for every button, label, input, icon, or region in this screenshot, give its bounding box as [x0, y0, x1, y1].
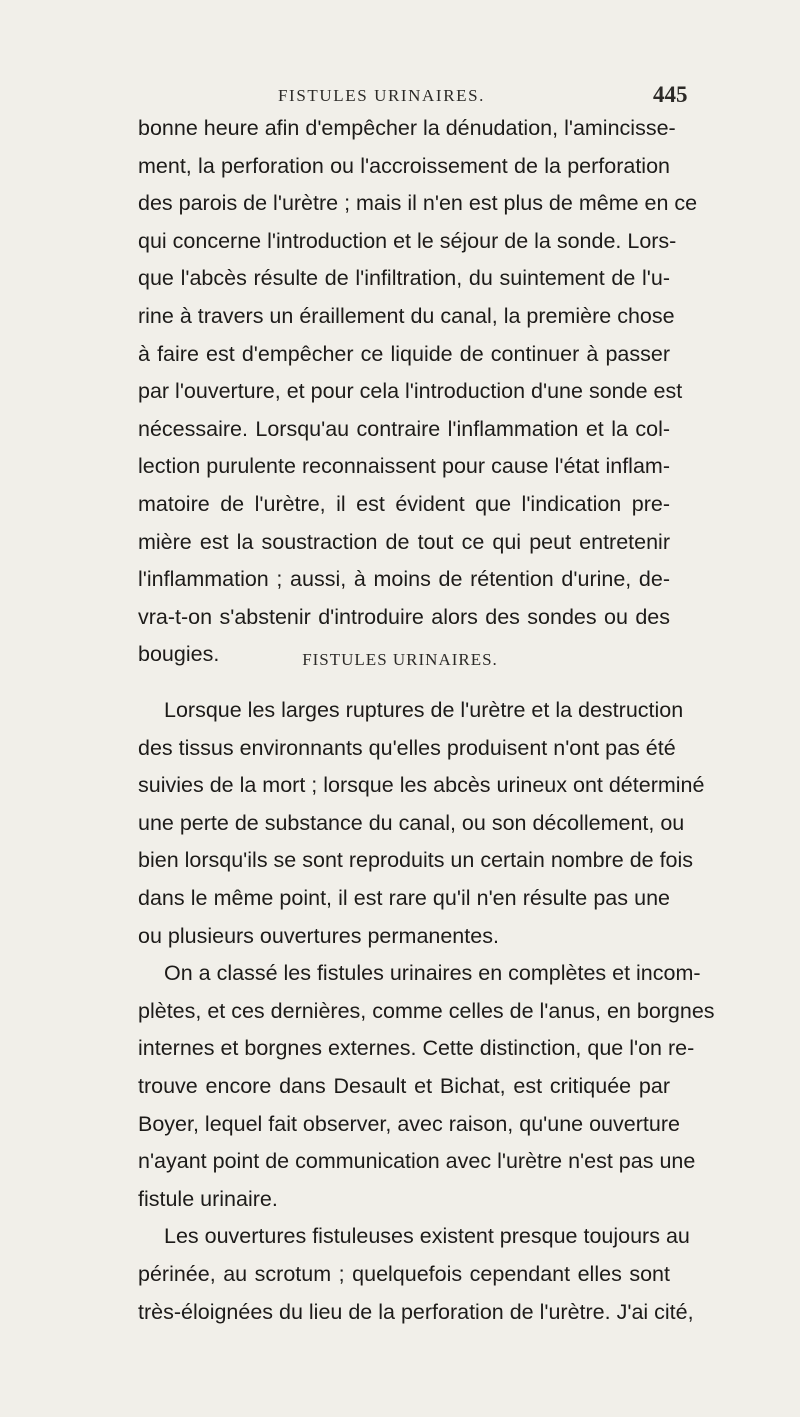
text-line: que l'abcès résulte de l'infiltration, du suintement de l'u-: [138, 266, 670, 291]
text-line: fistule urinaire.: [138, 1186, 278, 1211]
text-line: très-éloignées du lieu de la perforation de l'urètre. J'ai cité,: [138, 1299, 694, 1324]
text-line: Boyer, lequel fait observer, avec raison, qu'une ouverture: [138, 1111, 680, 1136]
text-line: l'inflammation ; aussi, à moins de rétention d'urine, de-: [138, 567, 670, 592]
text-line: une perte de substance du canal, ou son décollement, ou: [138, 810, 685, 835]
text-line: Les ouvertures fistuleuses existent presque toujours au: [164, 1224, 690, 1249]
text-line: bougies.: [138, 642, 220, 667]
text-line: plètes, et ces dernières, comme celles de l'anus, en borgnes: [138, 998, 715, 1023]
text-line: vra-t-on s'abstenir d'introduire alors des sondes ou des: [138, 604, 670, 629]
text-line: lection purulente reconnaissent pour cause l'état inflam-: [138, 454, 670, 479]
text-line: mière est la soustraction de tout ce qui peut entretenir: [138, 529, 670, 554]
text-line: qui concerne l'introduction et le séjour de la sonde. Lors-: [138, 228, 677, 253]
text-line: ou plusieurs ouvertures permanentes.: [138, 923, 499, 948]
text-line: bonne heure afin d'empêcher la dénudation, l'amincisse-: [138, 116, 676, 140]
text-line: matoire de l'urètre, il est évident que l'indication pre-: [138, 491, 670, 516]
text-line: des tissus environnants qu'elles produisent n'ont pas été: [138, 735, 676, 760]
section-heading: FISTULES URINAIRES.: [302, 650, 498, 669]
text-line: On a classé les fistules urinaires en complètes et incom-: [164, 961, 701, 986]
section-body: [138, 692, 715, 1331]
running-head: [0, 82, 800, 112]
text-line: des parois de l'urètre ; mais il n'en est plus de même en ce: [138, 191, 698, 216]
text-line: trouve encore dans Desault et Bichat, est critiquée par: [138, 1073, 670, 1098]
text-line: suivies de la mort ; lorsque les abcès urineux ont déterminé: [138, 773, 705, 798]
text-line: par l'ouverture, et pour cela l'introduction d'une sonde est: [138, 379, 683, 404]
page-number: 445: [653, 82, 688, 107]
text-line: n'ayant point de communication avec l'urètre n'est pas une: [138, 1149, 696, 1174]
text-line: à faire est d'empêcher ce liquide de continuer à passer: [138, 341, 670, 366]
text-line: périnée, au scrotum ; quelquefois cependant elles sont: [138, 1261, 670, 1286]
paragraph-continuation: [138, 110, 698, 674]
text-line: rine à travers un éraillement du canal, la première chose: [138, 303, 675, 328]
running-title: FISTULES URINAIRES.: [278, 86, 486, 105]
text-line: Lorsque les larges ruptures de l'urètre et la destruction: [164, 698, 684, 722]
text-line: bien lorsqu'ils se sont reproduits un certain nombre de fois: [138, 848, 694, 873]
text-line: dans le même point, il est rare qu'il n'en résulte pas une: [138, 885, 670, 910]
text-line: ment, la perforation ou l'accroissement de la perforation: [138, 153, 670, 178]
text-line: internes et borgnes externes. Cette distinction, que l'on re-: [138, 1036, 695, 1061]
text-line: nécessaire. Lorsqu'au contraire l'inflammation et la col-: [138, 416, 670, 441]
